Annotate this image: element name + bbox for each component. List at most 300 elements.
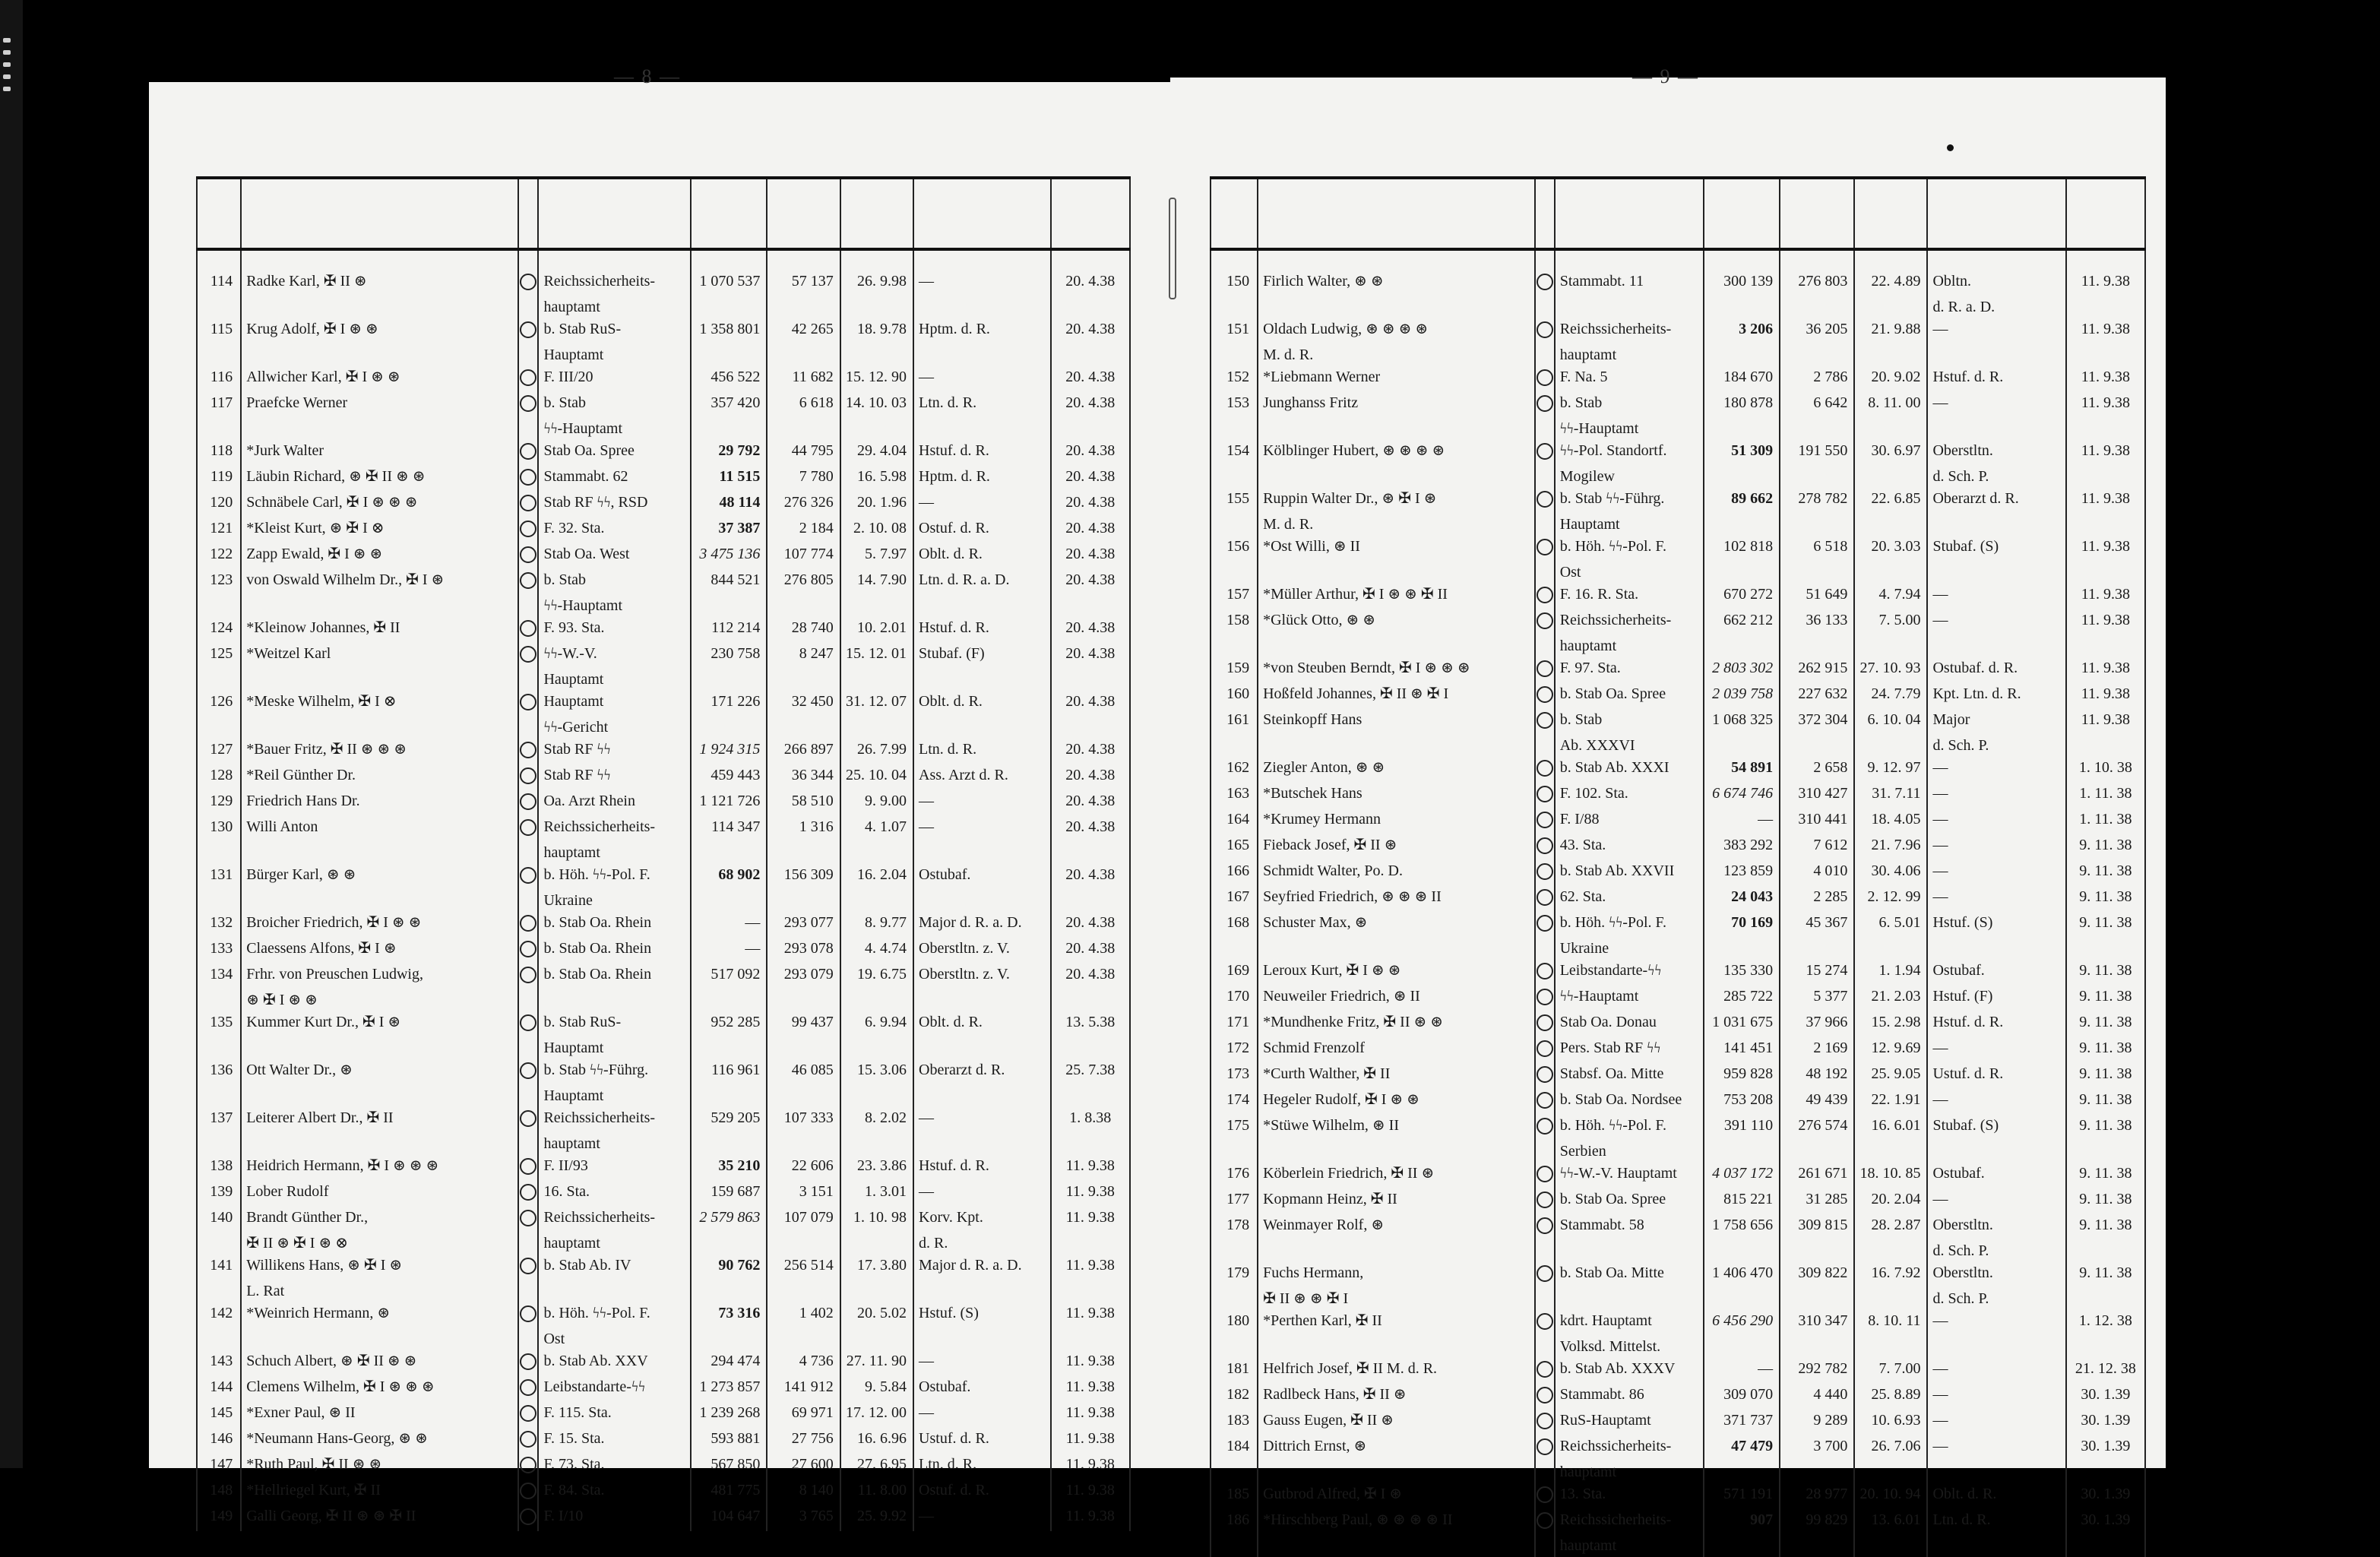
ring-circle-icon xyxy=(1537,712,1553,729)
ring-circle-icon xyxy=(1537,443,1553,460)
row-fuehrer-dienstgrad xyxy=(1927,344,2065,366)
row-geburtsdatum: 5. 7.97 xyxy=(840,543,913,569)
row-ring-mark xyxy=(518,989,538,1011)
row-ring-mark xyxy=(1535,1288,1555,1310)
row-dienststellung: b. Stab ϟϟ-Führg. xyxy=(1555,488,1704,514)
row-partei-nr: 952 285 xyxy=(691,1011,767,1037)
row-number xyxy=(197,842,241,864)
row-ring-mark xyxy=(1535,1037,1555,1063)
row-geburtsdatum: 26. 7.06 xyxy=(1854,1435,1927,1461)
row-dienststellung: 13. Sta. xyxy=(1555,1483,1704,1509)
row-partei-nr: 102 818 xyxy=(1704,536,1780,562)
row-ring-mark xyxy=(518,366,538,392)
row-obersturmbannfuehrer-date: 9. 11. 38 xyxy=(2066,1011,2145,1037)
row-partei-nr: 383 292 xyxy=(1704,834,1780,860)
row-ring-mark xyxy=(518,296,538,318)
row-geburtsdatum xyxy=(1854,1535,1927,1557)
row-obersturmbannfuehrer-date: 11. 9.38 xyxy=(2066,318,2145,344)
row-fuehrer-dienstgrad: Hstuf. d. R. xyxy=(1927,366,2065,392)
row-fuehrer-dienstgrad: Stubaf. (F) xyxy=(913,643,1051,669)
row-ss-nr: 28 977 xyxy=(1780,1483,1854,1509)
row-dienststellung: F. III/20 xyxy=(538,366,691,392)
ring-circle-icon xyxy=(1537,491,1553,508)
row-partei-nr: 116 961 xyxy=(691,1059,767,1085)
row-dienststellung: Leibstandarte-ϟϟ xyxy=(538,1376,691,1402)
row-name xyxy=(1258,562,1535,584)
row-partei-nr: 459 443 xyxy=(691,764,767,790)
row-number xyxy=(1211,296,1258,318)
row-name: *Exner Paul, ⊛ II xyxy=(241,1402,518,1428)
row-name: ✠ II ⊛ ✠ I ⊛ ⊗ xyxy=(241,1233,518,1255)
row-dienststellung: ϟϟ-Hauptamt xyxy=(1555,986,1704,1011)
row-partei-nr xyxy=(691,595,767,617)
table-row xyxy=(1211,488,2145,514)
row-ring-mark xyxy=(518,392,538,418)
row-name: Willikens Hans, ⊛ ✠ I ⊛ xyxy=(241,1255,518,1280)
header-fuehrer xyxy=(1927,178,2065,249)
row-number xyxy=(197,1328,241,1350)
ring-circle-icon xyxy=(1537,786,1553,802)
row-obersturmbannfuehrer-date xyxy=(2066,635,2145,657)
row-ring-mark xyxy=(518,517,538,543)
row-obersturmbannfuehrer-date xyxy=(2066,1141,2145,1163)
row-number: 176 xyxy=(1211,1163,1258,1188)
row-geburtsdatum: 21. 9.88 xyxy=(1854,318,1927,344)
row-name xyxy=(241,418,518,440)
row-ring-mark xyxy=(518,569,538,595)
row-fuehrer-dienstgrad xyxy=(1927,635,2065,657)
row-ring-mark xyxy=(518,1505,538,1531)
row-obersturmbannfuehrer-date: 9. 11. 38 xyxy=(2066,1214,2145,1240)
row-ring-mark xyxy=(1535,318,1555,344)
row-ring-mark xyxy=(1535,536,1555,562)
header-partei xyxy=(1704,178,1780,249)
ring-circle-icon xyxy=(520,967,536,983)
row-obersturmbannfuehrer-date xyxy=(2066,418,2145,440)
row-partei-nr: 959 828 xyxy=(1704,1063,1780,1089)
ring-circle-icon xyxy=(1537,1166,1553,1182)
row-geburtsdatum: 22. 1.91 xyxy=(1854,1089,1927,1115)
row-geburtsdatum: 20. 9.02 xyxy=(1854,366,1927,392)
row-ss-nr xyxy=(767,717,840,739)
row-ss-nr xyxy=(767,1328,840,1350)
row-geburtsdatum: 8. 2.02 xyxy=(840,1107,913,1133)
row-number: 167 xyxy=(1211,886,1258,912)
row-dienststellung: Ukraine xyxy=(1555,938,1704,960)
row-geburtsdatum: 2. 10. 08 xyxy=(840,517,913,543)
row-name: *Kleinow Johannes, ✠ II xyxy=(241,617,518,643)
row-ring-mark xyxy=(518,864,538,890)
row-ring-mark xyxy=(1535,1115,1555,1141)
table-row xyxy=(1211,418,2145,440)
row-geburtsdatum xyxy=(1854,296,1927,318)
row-geburtsdatum: 21. 2.03 xyxy=(1854,986,1927,1011)
row-number xyxy=(197,1133,241,1155)
row-geburtsdatum: 4. 4.74 xyxy=(840,938,913,964)
header-nr xyxy=(1211,178,1258,249)
ring-circle-icon xyxy=(520,1184,536,1201)
row-fuehrer-dienstgrad: — xyxy=(913,1107,1051,1133)
ring-circle-icon xyxy=(520,1457,536,1473)
row-geburtsdatum: 4. 1.07 xyxy=(840,816,913,842)
row-name: *Stüwe Wilhelm, ⊛ II xyxy=(1258,1115,1535,1141)
row-fuehrer-dienstgrad: Oberarzt d. R. xyxy=(1927,488,2065,514)
row-partei-nr: 567 850 xyxy=(691,1454,767,1479)
row-ring-mark xyxy=(518,643,538,669)
row-fuehrer-dienstgrad: Hstuf. d. R. xyxy=(913,617,1051,643)
row-geburtsdatum: 26. 9.98 xyxy=(840,271,913,296)
row-number: 128 xyxy=(197,764,241,790)
table-row xyxy=(197,717,1130,739)
row-ss-nr xyxy=(767,1233,840,1255)
row-name: Friedrich Hans Dr. xyxy=(241,790,518,816)
row-ss-nr: 4 010 xyxy=(1780,860,1854,886)
row-ss-nr: 372 304 xyxy=(1780,709,1854,735)
row-ring-mark xyxy=(518,842,538,864)
row-obersturmbannfuehrer-date: 9. 11. 38 xyxy=(2066,860,2145,886)
row-ring-mark xyxy=(1535,466,1555,488)
row-geburtsdatum: 9. 9.00 xyxy=(840,790,913,816)
table-row xyxy=(197,912,1130,938)
row-dienststellung: Reichssicherheits- xyxy=(538,1107,691,1133)
table-row xyxy=(197,1107,1130,1133)
row-geburtsdatum: 25. 9.92 xyxy=(840,1505,913,1531)
row-ring-mark xyxy=(1535,366,1555,392)
row-dienststellung: Leibstandarte-ϟϟ xyxy=(1555,960,1704,986)
row-ring-mark xyxy=(1535,735,1555,757)
row-dienststellung: hauptamt xyxy=(538,842,691,864)
row-number: 132 xyxy=(197,912,241,938)
table-row xyxy=(197,1085,1130,1107)
row-geburtsdatum xyxy=(840,842,913,864)
row-geburtsdatum: 30. 4.06 xyxy=(1854,860,1927,886)
row-dienststellung: Reichssicherheits- xyxy=(1555,1435,1704,1461)
row-partei-nr: 6 456 290 xyxy=(1704,1310,1780,1336)
row-ss-nr: 36 133 xyxy=(1780,609,1854,635)
row-number: 148 xyxy=(197,1479,241,1505)
row-obersturmbannfuehrer-date: 1. 12. 38 xyxy=(2066,1310,2145,1336)
ring-circle-icon xyxy=(520,1305,536,1322)
row-ring-mark xyxy=(518,1402,538,1428)
row-ss-nr: 266 897 xyxy=(767,739,840,764)
row-name xyxy=(1258,466,1535,488)
row-partei-nr xyxy=(691,418,767,440)
row-obersturmbannfuehrer-date: 21. 12. 38 xyxy=(2066,1358,2145,1384)
row-ring-mark xyxy=(1535,1262,1555,1288)
table-row xyxy=(1211,1188,2145,1214)
row-geburtsdatum: 11. 8.00 xyxy=(840,1479,913,1505)
row-ss-nr: 4 440 xyxy=(1780,1384,1854,1410)
table-row xyxy=(197,1376,1130,1402)
table-row xyxy=(1211,783,2145,809)
row-name: Kopmann Heinz, ✠ II xyxy=(1258,1188,1535,1214)
row-fuehrer-dienstgrad: Ltn. d. R. xyxy=(1927,1509,2065,1535)
row-partei-nr xyxy=(1704,1288,1780,1310)
row-obersturmbannfuehrer-date: 30. 1.39 xyxy=(2066,1384,2145,1410)
row-ss-nr: 3 765 xyxy=(767,1505,840,1531)
ring-circle-icon xyxy=(1537,539,1553,555)
row-ss-nr: 57 137 xyxy=(767,271,840,296)
row-number: 180 xyxy=(1211,1310,1258,1336)
row-obersturmbannfuehrer-date: 9. 11. 38 xyxy=(2066,1089,2145,1115)
row-name: Claessens Alfons, ✠ I ⊛ xyxy=(241,938,518,964)
row-ring-mark xyxy=(518,691,538,717)
row-obersturmbannfuehrer-date: 11. 9.38 xyxy=(1051,1428,1130,1454)
row-ss-nr: 69 971 xyxy=(767,1402,840,1428)
row-obersturmbannfuehrer-date: 11. 9.38 xyxy=(1051,1155,1130,1181)
row-ss-nr: 227 632 xyxy=(1780,683,1854,709)
row-name xyxy=(241,1133,518,1155)
row-partei-nr: 529 205 xyxy=(691,1107,767,1133)
row-ss-nr: 310 441 xyxy=(1780,809,1854,834)
row-obersturmbannfuehrer-date: 9. 11. 38 xyxy=(2066,886,2145,912)
row-partei-nr: 1 031 675 xyxy=(1704,1011,1780,1037)
table-row xyxy=(197,418,1130,440)
row-fuehrer-dienstgrad: Oblt. d. R. xyxy=(913,543,1051,569)
row-partei-nr xyxy=(691,344,767,366)
row-fuehrer-dienstgrad xyxy=(1927,1535,2065,1557)
row-obersturmbannfuehrer-date: 11. 9.38 xyxy=(1051,1207,1130,1233)
row-name: *Jurk Walter xyxy=(241,440,518,466)
row-geburtsdatum xyxy=(840,989,913,1011)
row-fuehrer-dienstgrad: Ltn. d. R. xyxy=(913,392,1051,418)
row-geburtsdatum: 9. 12. 97 xyxy=(1854,757,1927,783)
row-obersturmbannfuehrer-date: 20. 4.38 xyxy=(1051,816,1130,842)
row-obersturmbannfuehrer-date: 20. 4.38 xyxy=(1051,517,1130,543)
table-row xyxy=(1211,1011,2145,1037)
row-ss-nr xyxy=(767,989,840,1011)
row-fuehrer-dienstgrad: d. R. xyxy=(913,1233,1051,1255)
row-fuehrer-dienstgrad xyxy=(913,842,1051,864)
row-name: *Weinrich Hermann, ⊛ xyxy=(241,1302,518,1328)
ring-circle-icon xyxy=(1537,274,1553,290)
row-partei-nr xyxy=(691,1280,767,1302)
row-ss-nr: 8 140 xyxy=(767,1479,840,1505)
row-ring-mark xyxy=(518,912,538,938)
row-ring-mark xyxy=(518,1454,538,1479)
row-name: Oldach Ludwig, ⊛ ⊛ ⊛ ⊛ xyxy=(1258,318,1535,344)
row-fuehrer-dienstgrad: — xyxy=(1927,1435,2065,1461)
row-fuehrer-dienstgrad: — xyxy=(1927,1410,2065,1435)
row-partei-nr: 844 521 xyxy=(691,569,767,595)
row-ring-mark xyxy=(518,1428,538,1454)
row-ring-mark xyxy=(1535,1063,1555,1089)
row-number: 117 xyxy=(197,392,241,418)
table-row xyxy=(1211,960,2145,986)
row-geburtsdatum: 17. 3.80 xyxy=(840,1255,913,1280)
row-ss-nr: 27 600 xyxy=(767,1454,840,1479)
row-partei-nr: 135 330 xyxy=(1704,960,1780,986)
row-ring-mark xyxy=(1535,271,1555,296)
table-row xyxy=(1211,1384,2145,1410)
row-dienststellung xyxy=(1555,1288,1704,1310)
row-number: 146 xyxy=(197,1428,241,1454)
row-fuehrer-dienstgrad: Hstuf. d. R. xyxy=(1927,1011,2065,1037)
row-name: Kölblinger Hubert, ⊛ ⊛ ⊛ ⊛ xyxy=(1258,440,1535,466)
row-dienststellung: b. Stab xyxy=(538,569,691,595)
row-name: *Weitzel Karl xyxy=(241,643,518,669)
table-row xyxy=(197,643,1130,669)
row-ss-nr: 2 169 xyxy=(1780,1037,1854,1063)
table-row xyxy=(1211,466,2145,488)
row-number: 150 xyxy=(1211,271,1258,296)
row-partei-nr: 47 479 xyxy=(1704,1435,1780,1461)
row-obersturmbannfuehrer-date: 1. 8.38 xyxy=(1051,1107,1130,1133)
row-dienststellung: F. 115. Sta. xyxy=(538,1402,691,1428)
row-ring-mark xyxy=(518,617,538,643)
row-dienststellung: ϟϟ-W.-V. xyxy=(538,643,691,669)
row-fuehrer-dienstgrad: Oberstltn. z. V. xyxy=(913,964,1051,989)
row-partei-nr: 2 803 302 xyxy=(1704,657,1780,683)
row-fuehrer-dienstgrad: — xyxy=(1927,860,2065,886)
row-dienststellung: Hauptamt xyxy=(538,669,691,691)
row-geburtsdatum xyxy=(840,1328,913,1350)
row-obersturmbannfuehrer-date: 20. 4.38 xyxy=(1051,912,1130,938)
row-partei-nr: 670 272 xyxy=(1704,584,1780,609)
row-ring-mark xyxy=(518,1479,538,1505)
row-ss-nr: 99 829 xyxy=(1780,1509,1854,1535)
row-fuehrer-dienstgrad: Oberstltn. xyxy=(1927,1262,2065,1288)
row-geburtsdatum xyxy=(1854,514,1927,536)
row-fuehrer-dienstgrad xyxy=(1927,1336,2065,1358)
row-name xyxy=(1258,1461,1535,1483)
row-fuehrer-dienstgrad: — xyxy=(1927,1384,2065,1410)
row-number xyxy=(197,296,241,318)
row-dienststellung: hauptamt xyxy=(1555,344,1704,366)
row-dienststellung: Stab RF ϟϟ xyxy=(538,739,691,764)
row-obersturmbannfuehrer-date: 9. 11. 38 xyxy=(2066,1262,2145,1288)
row-dienststellung: hauptamt xyxy=(538,1233,691,1255)
row-geburtsdatum: 26. 7.99 xyxy=(840,739,913,764)
table-row xyxy=(197,296,1130,318)
row-dienststellung: Stammabt. 58 xyxy=(1555,1214,1704,1240)
row-fuehrer-dienstgrad: Ostuf. d. R. xyxy=(913,517,1051,543)
row-number: 168 xyxy=(1211,912,1258,938)
row-dienststellung: Stab Oa. Spree xyxy=(538,440,691,466)
ring-circle-icon xyxy=(1537,1191,1553,1208)
row-number: 179 xyxy=(1211,1262,1258,1288)
row-dienststellung: b. Stab Ab. IV xyxy=(538,1255,691,1280)
row-fuehrer-dienstgrad: — xyxy=(1927,834,2065,860)
row-name: Leiterer Albert Dr., ✠ II xyxy=(241,1107,518,1133)
row-obersturmbannfuehrer-date: 20. 4.38 xyxy=(1051,864,1130,890)
row-geburtsdatum xyxy=(840,1133,913,1155)
header-partei xyxy=(691,178,767,249)
row-ring-mark xyxy=(1535,440,1555,466)
row-ring-mark xyxy=(518,466,538,492)
row-ss-nr xyxy=(1780,1288,1854,1310)
row-number: 134 xyxy=(197,964,241,989)
row-partei-nr: 11 515 xyxy=(691,466,767,492)
header-geb xyxy=(840,178,913,249)
row-ss-nr xyxy=(1780,514,1854,536)
row-name: Weinmayer Rolf, ⊛ xyxy=(1258,1214,1535,1240)
table-row xyxy=(1211,657,2145,683)
row-geburtsdatum: 18. 9.78 xyxy=(840,318,913,344)
table-row xyxy=(1211,834,2145,860)
row-number: 181 xyxy=(1211,1358,1258,1384)
table-row xyxy=(1211,296,2145,318)
row-fuehrer-dienstgrad: Hstuf. (F) xyxy=(1927,986,2065,1011)
row-ss-nr: 3 151 xyxy=(767,1181,840,1207)
row-ss-nr xyxy=(767,344,840,366)
row-geburtsdatum xyxy=(1854,1461,1927,1483)
table-row xyxy=(197,1233,1130,1255)
row-name: Frhr. von Preuschen Ludwig, xyxy=(241,964,518,989)
row-name xyxy=(241,1328,518,1350)
row-partei-nr: 112 214 xyxy=(691,617,767,643)
row-ss-nr: 309 815 xyxy=(1780,1214,1854,1240)
row-geburtsdatum: 6. 10. 04 xyxy=(1854,709,1927,735)
row-ss-nr: 293 079 xyxy=(767,964,840,989)
row-number: 136 xyxy=(197,1059,241,1085)
row-partei-nr xyxy=(691,1037,767,1059)
ring-circle-icon xyxy=(520,1210,536,1226)
row-obersturmbannfuehrer-date: 11. 9.38 xyxy=(1051,1402,1130,1428)
row-ss-nr: 292 782 xyxy=(1780,1358,1854,1384)
row-geburtsdatum: 10. 6.93 xyxy=(1854,1410,1927,1435)
table-row xyxy=(1211,757,2145,783)
table-row xyxy=(197,1428,1130,1454)
row-obersturmbannfuehrer-date: 20. 4.38 xyxy=(1051,392,1130,418)
row-fuehrer-dienstgrad: Ltn. d. R. a. D. xyxy=(913,569,1051,595)
row-number xyxy=(1211,1461,1258,1483)
row-name: Fuchs Hermann, xyxy=(1258,1262,1535,1288)
ring-circle-icon xyxy=(1537,837,1553,854)
row-ring-mark xyxy=(1535,860,1555,886)
table-row xyxy=(1211,440,2145,466)
row-geburtsdatum: 17. 12. 00 xyxy=(840,1402,913,1428)
row-geburtsdatum: 20. 5.02 xyxy=(840,1302,913,1328)
row-dienststellung: b. Stab Oa. Mitte xyxy=(1555,1262,1704,1288)
row-partei-nr: 3 475 136 xyxy=(691,543,767,569)
ring-circle-icon xyxy=(520,521,536,537)
row-fuehrer-dienstgrad: Korv. Kpt. xyxy=(913,1207,1051,1233)
row-geburtsdatum: 8. 11. 00 xyxy=(1854,392,1927,418)
ring-circle-icon xyxy=(520,694,536,710)
row-name: Radke Karl, ✠ II ⊛ xyxy=(241,271,518,296)
row-ss-nr: 6 518 xyxy=(1780,536,1854,562)
row-ss-nr xyxy=(1780,344,1854,366)
ring-circle-icon xyxy=(520,767,536,784)
row-obersturmbannfuehrer-date xyxy=(1051,890,1130,912)
table-row xyxy=(1211,735,2145,757)
ring-circle-icon xyxy=(1537,1512,1553,1529)
row-dienststellung: b. Stab RuS- xyxy=(538,318,691,344)
row-name: Krug Adolf, ✠ I ⊛ ⊛ xyxy=(241,318,518,344)
row-dienststellung: b. Stab Oa. Rhein xyxy=(538,912,691,938)
row-obersturmbannfuehrer-date: 1. 11. 38 xyxy=(2066,783,2145,809)
row-partei-nr xyxy=(1704,514,1780,536)
row-obersturmbannfuehrer-date xyxy=(2066,938,2145,960)
row-dienststellung: Stammabt. 11 xyxy=(1555,271,1704,296)
row-obersturmbannfuehrer-date: 11. 9.38 xyxy=(1051,1302,1130,1328)
row-number: 151 xyxy=(1211,318,1258,344)
row-partei-nr: 593 881 xyxy=(691,1428,767,1454)
row-ring-mark xyxy=(518,1255,538,1280)
row-geburtsdatum: 13. 6.01 xyxy=(1854,1509,1927,1535)
row-name: Hoßfeld Johannes, ✠ II ⊛ ✠ I xyxy=(1258,683,1535,709)
row-obersturmbannfuehrer-date: 20. 4.38 xyxy=(1051,938,1130,964)
row-partei-nr: 180 878 xyxy=(1704,392,1780,418)
table-row xyxy=(197,989,1130,1011)
row-dienststellung: ϟϟ-Gericht xyxy=(538,717,691,739)
row-partei-nr xyxy=(691,842,767,864)
row-partei-nr: 481 775 xyxy=(691,1479,767,1505)
row-partei-nr xyxy=(1704,1461,1780,1483)
row-ring-mark xyxy=(1535,1011,1555,1037)
ring-circle-icon xyxy=(1537,1413,1553,1429)
